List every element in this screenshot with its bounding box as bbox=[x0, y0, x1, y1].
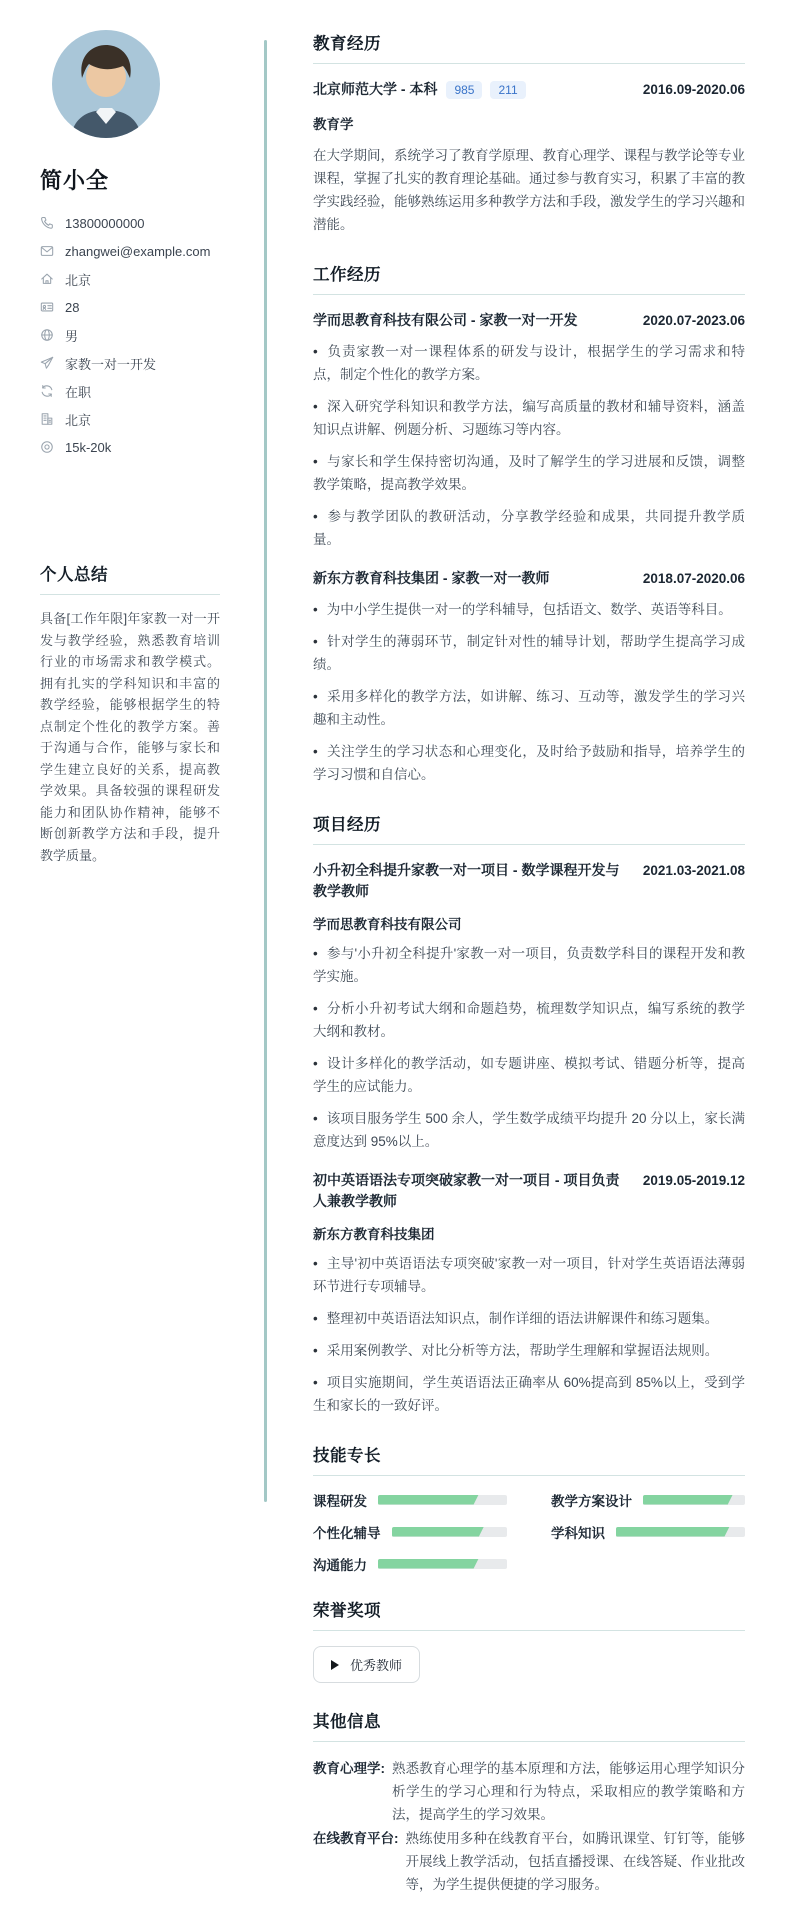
education-date: 2016.09-2020.06 bbox=[642, 82, 745, 97]
contact-row-status bbox=[40, 377, 220, 405]
bullet-dot-icon: • bbox=[313, 1001, 318, 1016]
job-bullet bbox=[313, 340, 745, 386]
honor-badge-label: 优秀教师 bbox=[350, 1658, 403, 1673]
school-badges bbox=[446, 81, 525, 99]
projects-section bbox=[313, 811, 745, 1417]
job-bullet-text: 关注学生的学习状态和心理变化，及时给予鼓励和指导，培养学生的学习习惯和自信心。 bbox=[313, 744, 745, 782]
bullet-dot-icon: • bbox=[313, 1343, 318, 1358]
skill-bar-track bbox=[616, 1527, 745, 1537]
project-date: 2019.05-2019.12 bbox=[642, 1173, 745, 1188]
bullet-dot-icon: • bbox=[313, 634, 318, 649]
contact-job-intention: 家教一对一开发 bbox=[65, 356, 157, 372]
bullet-dot-icon: • bbox=[313, 1256, 318, 1271]
project-bullet-text: 主导'初中英语语法专项突破'家教一对一项目，针对学生英语语法薄弱环节进行专项辅导。 bbox=[313, 1256, 745, 1294]
sync-icon bbox=[40, 384, 54, 398]
contact-list bbox=[40, 209, 220, 461]
contact-row-salary bbox=[40, 433, 220, 461]
project-bullet bbox=[313, 1371, 745, 1417]
project-bullets bbox=[313, 1252, 745, 1417]
skill-item bbox=[313, 1491, 507, 1508]
skill-bar-track bbox=[378, 1495, 507, 1505]
skill-item bbox=[551, 1523, 745, 1540]
job-title: 学而思教育科技有限公司 - 家教一对一开发 bbox=[313, 312, 578, 328]
job-title: 新东方教育科技集团 - 家教一对一教师 bbox=[313, 570, 550, 586]
other-info-section bbox=[313, 1708, 745, 1896]
project-bullet bbox=[313, 1107, 745, 1153]
work-entry bbox=[313, 568, 745, 786]
project-title: 小升初全科提升家教一对一项目 - 数学课程开发与教学教师 bbox=[313, 862, 620, 899]
job-date: 2018.07-2020.06 bbox=[642, 571, 745, 586]
skill-bar-track bbox=[378, 1559, 507, 1569]
work-entries bbox=[313, 310, 745, 786]
project-entry bbox=[313, 860, 745, 1153]
job-bullet-text: 为中小学生提供一对一的学科辅导，包括语文、数学、英语等科目。 bbox=[326, 602, 732, 617]
id-card-icon bbox=[40, 300, 54, 314]
project-bullet bbox=[313, 1252, 745, 1298]
project-bullet-text: 采用案例教学、对比分析等方法，帮助学生理解和掌握语法规则。 bbox=[326, 1343, 719, 1358]
resume-main bbox=[313, 30, 745, 1921]
bullet-dot-icon: • bbox=[313, 344, 318, 359]
skill-item bbox=[551, 1491, 745, 1508]
bullet-dot-icon: • bbox=[313, 454, 318, 469]
job-bullet bbox=[313, 685, 745, 731]
contact-age: 28 bbox=[65, 299, 80, 315]
skill-bar-fill bbox=[378, 1559, 479, 1569]
skill-bar-track bbox=[643, 1495, 745, 1505]
school-name: 北京师范大学 - 本科 bbox=[313, 81, 438, 97]
project-bullet bbox=[313, 1052, 745, 1098]
project-bullet-text: 项目实施期间，学生英语语法正确率从 60%提高到 85%以上，受到学生和家长的一致好评。 bbox=[313, 1375, 745, 1413]
skill-bar-fill bbox=[378, 1495, 479, 1505]
skill-label: 个性化辅导 bbox=[313, 1525, 381, 1541]
profile-photo bbox=[52, 30, 160, 138]
bullet-dot-icon: • bbox=[313, 1311, 318, 1326]
job-bullet-text: 负责家教一对一课程体系的研发与设计，根据学生的学习需求和特点，制定个性化的教学方案。 bbox=[313, 344, 745, 382]
education-description: 在大学期间，系统学习了教育学原理、教育心理学、课程与教学论等专业课程，掌握了扎实的教育理论基础。通过参与教育实习，积累了丰富的教学实践经验，能够熟练运用多种教学方法和手段，激发学生的学习兴趣和潜能。 bbox=[313, 148, 745, 232]
paper-plane-icon bbox=[40, 356, 54, 370]
envelope-icon bbox=[40, 244, 54, 258]
work-section bbox=[313, 261, 745, 786]
education-major: 教育学 bbox=[313, 117, 354, 132]
play-icon bbox=[331, 1660, 339, 1670]
other-info-list bbox=[313, 1757, 745, 1896]
honors-section bbox=[313, 1597, 745, 1683]
other-info-text: 熟悉教育心理学的基本原理和方法，能够运用心理学知识分析学生的学习心理和行为特点，采取相应的教学策略和方法，提高学生的学习效果。 bbox=[392, 1761, 745, 1822]
skill-label: 课程研发 bbox=[313, 1493, 367, 1509]
skill-bar-fill bbox=[643, 1495, 733, 1505]
project-bullet bbox=[313, 942, 745, 988]
skill-item bbox=[313, 1523, 507, 1540]
project-bullet bbox=[313, 997, 745, 1043]
skills-section bbox=[313, 1442, 745, 1572]
other-info-label: 教育心理学: bbox=[313, 1761, 385, 1776]
summary-title: 个人总结 bbox=[40, 561, 220, 595]
project-bullet-text: 设计多样化的教学活动，如专题讲座、模拟考试、错题分析等，提高学生的应试能力。 bbox=[313, 1056, 745, 1094]
contact-status: 在职 bbox=[65, 384, 92, 400]
job-bullet bbox=[313, 630, 745, 676]
project-bullet bbox=[313, 1307, 745, 1330]
contact-city: 北京 bbox=[65, 412, 92, 428]
bullet-dot-icon: • bbox=[313, 399, 318, 414]
contact-row-phone bbox=[40, 209, 220, 237]
project-bullet-text: 整理初中英语语法知识点，制作详细的语法讲解课件和练习题集。 bbox=[326, 1311, 719, 1326]
bullet-dot-icon: • bbox=[313, 689, 318, 704]
project-bullet-text: 分析小升初考试大纲和命题趋势，梳理数学知识点，编写系统的教学大纲和教材。 bbox=[313, 1001, 745, 1039]
bullet-dot-icon: • bbox=[313, 1111, 318, 1126]
work-title: 工作经历 bbox=[313, 261, 745, 295]
phone-icon bbox=[40, 216, 54, 230]
job-bullets bbox=[313, 340, 745, 551]
job-bullets bbox=[313, 598, 745, 786]
education-title: 教育经历 bbox=[313, 30, 745, 64]
school-badge: 211 bbox=[490, 81, 525, 99]
project-company: 学而思教育科技有限公司 bbox=[313, 917, 462, 932]
bullet-dot-icon: • bbox=[313, 509, 318, 524]
honors-title: 荣誉奖项 bbox=[313, 1597, 745, 1631]
education-section bbox=[313, 30, 745, 236]
honor-badge bbox=[313, 1646, 420, 1683]
skill-label: 学科知识 bbox=[551, 1525, 605, 1541]
summary-section bbox=[40, 561, 220, 866]
person-name: 简小全 bbox=[40, 168, 110, 193]
education-entry bbox=[313, 79, 745, 236]
bullet-dot-icon: • bbox=[313, 744, 318, 759]
project-date: 2021.03-2021.08 bbox=[642, 863, 745, 878]
skill-label: 教学方案设计 bbox=[551, 1493, 632, 1509]
skills-grid bbox=[313, 1491, 745, 1572]
job-bullet-text: 深入研究学科知识和教学方法，编写高质量的教材和辅导资料，涵盖知识点讲解、例题分析、习题练习等内容。 bbox=[313, 399, 745, 437]
contact-row-job-intention bbox=[40, 349, 220, 377]
project-bullet-text: 该项目服务学生 500 余人，学生数学成绩平均提升 20 分以上，家长满意度达到 95%以上。 bbox=[313, 1111, 745, 1149]
contact-email: zhangwei@example.com bbox=[65, 243, 211, 259]
job-bullet-text: 与家长和学生保持密切沟通，及时了解学生的学习进展和反馈，调整教学策略，提高教学效果。 bbox=[313, 454, 745, 492]
work-entry bbox=[313, 310, 745, 551]
skill-item bbox=[313, 1555, 507, 1572]
project-entry bbox=[313, 1170, 745, 1417]
job-bullet bbox=[313, 395, 745, 441]
bullet-dot-icon: • bbox=[313, 1056, 318, 1071]
bullet-dot-icon: • bbox=[313, 946, 318, 961]
school-badge: 985 bbox=[446, 81, 482, 99]
honors-list bbox=[313, 1646, 745, 1683]
skill-bar-fill bbox=[392, 1527, 484, 1537]
project-company: 新东方教育科技集团 bbox=[313, 1227, 435, 1242]
contact-gender: 男 bbox=[65, 328, 79, 344]
other-info-title: 其他信息 bbox=[313, 1708, 745, 1742]
contact-row-age bbox=[40, 293, 220, 321]
contact-row-city bbox=[40, 405, 220, 433]
project-title: 初中英语语法专项突破家教一对一项目 - 项目负责人兼教学教师 bbox=[313, 1172, 620, 1209]
globe-icon bbox=[40, 328, 54, 342]
contact-row-location bbox=[40, 265, 220, 293]
job-bullet bbox=[313, 740, 745, 786]
other-info-row bbox=[313, 1757, 745, 1826]
target-icon bbox=[40, 440, 54, 454]
other-info-text: 熟练使用多种在线教育平台，如腾讯课堂、钉钉等，能够开展线上教学活动，包括直播授课、在线答疑、作业批改等，为学生提供便捷的学习服务。 bbox=[405, 1831, 745, 1892]
job-bullet bbox=[313, 450, 745, 496]
job-bullet-text: 采用多样化的教学方法，如讲解、练习、互动等，激发学生的学习兴趣和主动性。 bbox=[313, 689, 745, 727]
project-entries bbox=[313, 860, 745, 1417]
skills-title: 技能专长 bbox=[313, 1442, 745, 1476]
job-bullet-text: 参与教学团队的教研活动，分享教学经验和成果，共同提升教学质量。 bbox=[313, 509, 745, 547]
contact-location: 北京 bbox=[65, 272, 92, 288]
sidebar bbox=[40, 30, 220, 866]
other-info-label: 在线教育平台: bbox=[313, 1831, 399, 1846]
job-bullet bbox=[313, 505, 745, 551]
job-bullet-text: 针对学生的薄弱环节，制定针对性的辅导计划，帮助学生提高学习成绩。 bbox=[313, 634, 745, 672]
skill-bar-track bbox=[392, 1527, 508, 1537]
accent-divider-line bbox=[264, 40, 267, 1502]
building-icon bbox=[40, 412, 54, 426]
home-icon bbox=[40, 272, 54, 286]
bullet-dot-icon: • bbox=[313, 1375, 318, 1390]
summary-text: 具备[工作年限]年家教一对一开发与教学经验，熟悉教育培训行业的市场需求和教学模式。拥有扎实的学科知识和丰富的教学经验，能够根据学生的特点制定个性化的教学方案。善于沟通与合作，能够与家长和学生建立良好的关系，提高教学效果。具备较强的课程研发能力和团队协作精神，能够不断创新教学方法和手段，提升教学质量。 bbox=[40, 611, 220, 863]
skill-label: 沟通能力 bbox=[313, 1557, 367, 1573]
project-bullet-text: 参与'小升初全科提升'家教一对一项目，负责数学科目的课程开发和教学实施。 bbox=[313, 946, 745, 984]
other-info-row bbox=[313, 1827, 745, 1896]
projects-title: 项目经历 bbox=[313, 811, 745, 845]
project-bullets bbox=[313, 942, 745, 1153]
skill-bar-fill bbox=[616, 1527, 730, 1537]
job-date: 2020.07-2023.06 bbox=[642, 313, 745, 328]
contact-salary: 15k-20k bbox=[65, 439, 112, 455]
project-bullet bbox=[313, 1339, 745, 1362]
bullet-dot-icon: • bbox=[313, 602, 318, 617]
contact-row-gender bbox=[40, 321, 220, 349]
job-bullet bbox=[313, 598, 745, 621]
contact-phone: 13800000000 bbox=[65, 215, 145, 231]
contact-row-email bbox=[40, 237, 220, 265]
